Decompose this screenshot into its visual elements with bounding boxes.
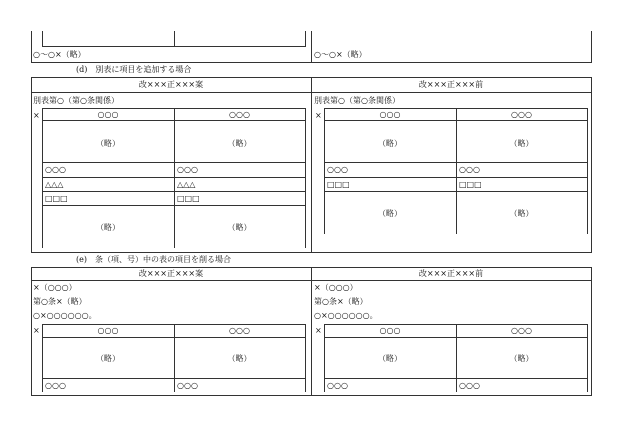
d-left-abbr-1: （略） [96, 139, 120, 148]
e-left-col2-head: ○○○ [229, 326, 250, 335]
e-left-mark: × [33, 326, 40, 335]
top-left-text: ○～○×（略） [33, 50, 86, 59]
d-left-col2-head: ○○○ [229, 110, 250, 119]
d-right-row1-c1: ○○○ [327, 165, 348, 174]
d-left-row1-c1: ○○○ [45, 165, 66, 174]
e-right-line-3: ○×○○○○○○。 [314, 311, 378, 320]
top-right-text: ○～○×（略） [314, 50, 367, 59]
e-left-line-1: ×（○○○） [33, 283, 77, 292]
d-right-row2-c2: □□□ [459, 180, 482, 189]
d-left-mark: × [33, 111, 40, 120]
e-left-col1-head: ○○○ [97, 326, 119, 335]
e-right-mark: × [315, 326, 322, 335]
e-left-abbr-1: （略） [96, 354, 120, 363]
d-left-row3-c2: □□□ [177, 194, 200, 203]
section-d-heading: (d) 別表に項目を追加する場合 [76, 65, 192, 74]
e-left-line-2: 第○条×（略） [33, 297, 87, 306]
d-left-row2-c1: △△△ [45, 180, 64, 189]
section-d-header-right: 改×××正×××前 [418, 80, 484, 89]
e-left-line-3: ○×○○○○○○。 [33, 311, 97, 320]
d-right-abbr-3: （略） [378, 209, 402, 218]
e-left-abbr-2: （略） [227, 354, 252, 363]
section-e-header-left: 改×××正×××案 [138, 269, 204, 278]
section-e-heading: (e) 条（項、号）中の表の項目を削る場合 [76, 255, 231, 264]
d-left-row2-c2: △△△ [177, 180, 196, 189]
e-left-row-c2: ○○○ [177, 381, 198, 390]
d-right-row2-c1: □□□ [327, 180, 350, 189]
d-right-row1-c2: ○○○ [459, 165, 480, 174]
d-left-abbr-3: （略） [96, 223, 120, 232]
e-right-abbr-2: （略） [509, 354, 534, 363]
section-e-header-right: 改×××正×××前 [418, 269, 484, 278]
e-right-row-c2: ○○○ [459, 381, 480, 390]
e-right-col1-head: ○○○ [379, 326, 401, 335]
d-left-abbr-2: （略） [227, 139, 252, 148]
e-right-line-2: 第○条×（略） [314, 297, 368, 306]
d-left-abbr-4: （略） [227, 223, 252, 232]
e-left-row-c1: ○○○ [45, 381, 66, 390]
d-right-col2-head: ○○○ [511, 110, 532, 119]
e-right-row-c1: ○○○ [327, 381, 348, 390]
d-right-abbr-1: （略） [378, 139, 402, 148]
d-right-abbr-4: （略） [509, 209, 534, 218]
d-left-row1-c2: ○○○ [177, 165, 198, 174]
d-right-mark: × [315, 111, 322, 120]
d-right-table-title: 別表第○（第○条関係） [314, 96, 400, 105]
d-left-row3-c1: □□□ [45, 194, 68, 203]
e-right-abbr-1: （略） [378, 354, 402, 363]
d-left-table-title: 別表第○（第○条関係） [33, 96, 119, 105]
e-right-line-1: ×（○○○） [314, 283, 358, 292]
d-left-col1-head: ○○○ [97, 110, 119, 119]
e-right-col2-head: ○○○ [511, 326, 532, 335]
section-d-header-left: 改×××正×××案 [138, 80, 204, 89]
d-right-col1-head: ○○○ [379, 110, 401, 119]
d-right-abbr-2: （略） [509, 139, 534, 148]
